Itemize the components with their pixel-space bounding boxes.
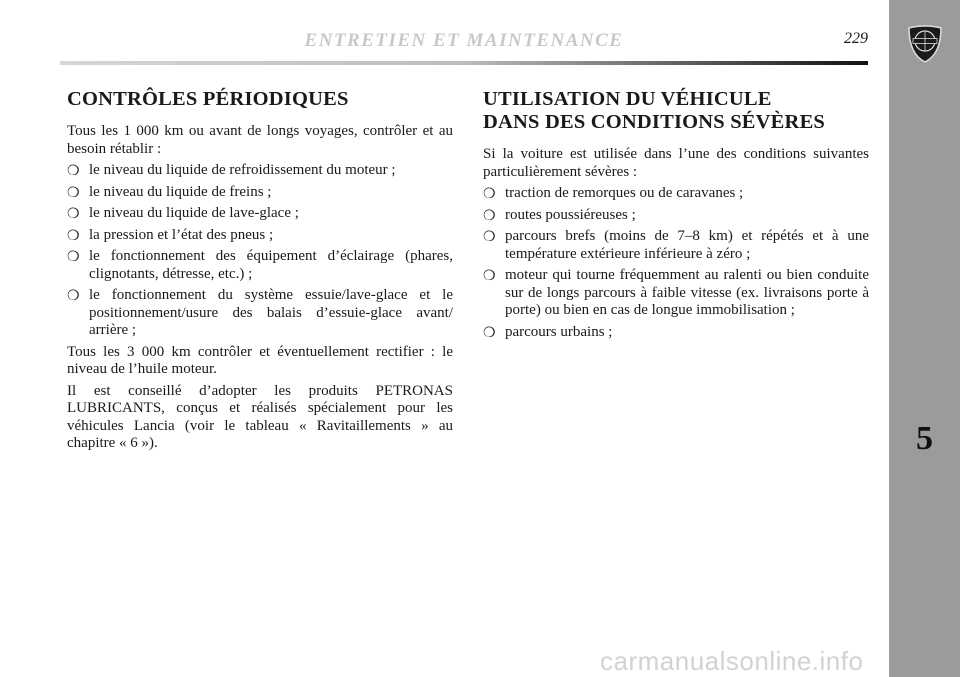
- section-heading-periodic-checks: CONTRÔLES PÉRIODIQUES: [67, 88, 349, 110]
- list-item-text: le fonctionnement du système essuie/lave-glace et le positionnement/usure des balais d’essuie-glace avant/ arrière ;: [89, 287, 453, 338]
- bullet-icon: ❍: [483, 230, 496, 245]
- list-item-text: parcours urbains ;: [505, 323, 613, 340]
- chapter-side-tab: [889, 0, 960, 677]
- lubricants-paragraph: Il est conseillé d’adopter les produits PETRONAS LUBRICANTS, conçus et réalisés spécialement pour les véhicules Lancia (voir le tableau « Ravitaillements » au chapitre « 6 »).: [67, 382, 453, 451]
- list-item-text: la pression et l’état des pneus ;: [89, 226, 274, 243]
- left-column: [67, 88, 453, 457]
- periodic-checks-list: [67, 162, 453, 340]
- page-number: 229: [844, 30, 868, 47]
- bullet-icon: ❍: [67, 250, 80, 265]
- section-heading-severe-conditions: [483, 88, 869, 134]
- list-item: [67, 227, 453, 245]
- list-item-text: le fonctionnement des équipement d’éclairage (phares, clignotants, détresse, etc.) ;: [89, 248, 453, 282]
- bullet-icon: ❍: [67, 185, 80, 201]
- list-item-text: routes poussiéreuses ;: [505, 206, 636, 223]
- heading-line-1: UTILISATION DU VÉHICULE: [483, 88, 772, 110]
- bullet-icon: ❍: [67, 207, 80, 222]
- list-item-text: le niveau du liquide de freins ;: [89, 183, 272, 200]
- list-item: [67, 184, 453, 202]
- bullet-icon: ❍: [67, 228, 80, 244]
- right-column: [483, 88, 869, 345]
- list-item: [483, 207, 869, 225]
- bullet-icon: ❍: [483, 187, 496, 202]
- list-item: [483, 185, 869, 203]
- heading-line-2: DANS DES CONDITIONS SÉVÈRES: [483, 111, 826, 133]
- chapter-number: 5: [916, 420, 933, 457]
- intro-paragraph: Tous les 1 000 km ou avant de longs voyages, contrôler et au besoin rétablir :: [67, 123, 453, 157]
- list-item-text: parcours brefs (moins de 7–8 km) et répétés et à une température extérieure inférieure à zéro ;: [505, 228, 869, 262]
- watermark: carmanualsonline.info: [600, 646, 864, 676]
- lancia-shield-icon: [907, 24, 943, 64]
- page-header: [60, 26, 868, 60]
- list-item: [67, 205, 453, 223]
- intro-paragraph: Si la voiture est utilisée dans l’une des conditions suivantes particulièrement sévères :: [483, 146, 869, 180]
- severe-conditions-list: [483, 185, 869, 341]
- header-title: ENTRETIEN ET MAINTENANCE: [304, 30, 624, 51]
- bullet-icon: ❍: [483, 208, 496, 224]
- bullet-icon: ❍: [483, 269, 496, 284]
- list-item: [483, 228, 869, 263]
- list-item-text: le niveau du liquide de refroidissement du moteur ;: [89, 162, 396, 178]
- list-item-text: traction de remorques ou de caravanes ;: [505, 185, 744, 201]
- list-item: [67, 248, 453, 283]
- list-item: [67, 162, 453, 180]
- header-rule: [60, 61, 868, 65]
- list-item: [483, 267, 869, 320]
- oil-check-paragraph: Tous les 3 000 km contrôler et éventuellement rectifier : le niveau de l’huile moteur.: [67, 343, 453, 377]
- list-item-text: moteur qui tourne fréquemment au ralenti ou bien conduite sur de longs parcours à faible vitesse (ex. livraisons porte à porte) ou bien en cas de longue immobilisation ;: [505, 267, 869, 318]
- bullet-icon: ❍: [67, 164, 80, 179]
- bullet-icon: ❍: [483, 325, 496, 341]
- list-item: [67, 287, 453, 340]
- bullet-icon: ❍: [67, 289, 80, 304]
- list-item: [483, 324, 869, 342]
- list-item-text: le niveau du liquide de lave-glace ;: [89, 205, 299, 221]
